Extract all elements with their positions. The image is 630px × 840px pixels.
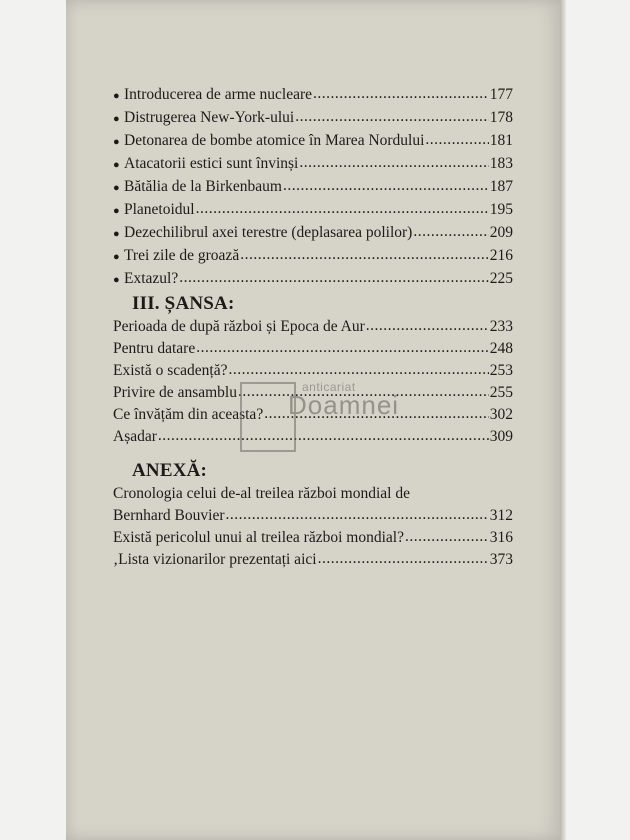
toc-entry <box>113 316 513 338</box>
toc-entry <box>113 527 513 549</box>
toc-entry-page: 216 <box>489 247 513 264</box>
toc-entry <box>113 83 513 106</box>
toc-entry-title: Ce învățăm din aceasta? <box>113 406 264 423</box>
toc-entry-page: 316 <box>489 529 513 546</box>
toc-entry-title: ‚Lista vizionarilor prezentați aici <box>113 551 317 568</box>
watermark-small-text: anticariat <box>302 380 356 394</box>
toc-entry <box>113 198 513 221</box>
toc-entry-page: 209 <box>489 224 513 241</box>
toc-entry-title: Privire de ansamblu <box>113 384 237 401</box>
bullet-icon: ● <box>113 251 120 263</box>
dot-leader <box>225 504 488 526</box>
dot-leader <box>405 526 489 548</box>
dot-leader <box>366 315 489 337</box>
toc-section-anexa <box>113 459 513 571</box>
bullet-icon: ● <box>113 274 120 286</box>
dot-leader <box>318 548 489 570</box>
toc-entry-page: 312 <box>489 507 513 524</box>
bullet-icon: ● <box>113 182 120 194</box>
watermark-big-text: Doamnei <box>288 390 400 420</box>
toc-entry <box>113 338 513 360</box>
toc-entry <box>113 549 513 571</box>
toc-entry-page: 253 <box>489 362 513 379</box>
bullet-icon: ● <box>113 90 120 102</box>
toc-entry-wrapped-line: Cronologia celui de-al treilea război mondial de <box>113 485 410 502</box>
watermark <box>234 380 404 470</box>
toc-entry-title: Pentru datare <box>113 340 196 357</box>
toc-entry-page: 183 <box>489 155 513 172</box>
dot-leader <box>228 359 488 381</box>
toc-entry-title: Planetoidul <box>124 201 195 218</box>
toc-entry <box>113 221 513 244</box>
bullet-icon: ● <box>113 205 120 217</box>
toc-entry-page: 181 <box>489 132 513 149</box>
dot-leader <box>240 243 489 266</box>
section-heading: III. ȘANSA: <box>132 293 235 314</box>
dot-leader <box>196 197 489 220</box>
toc-entry <box>113 175 513 198</box>
toc-entry <box>113 129 513 152</box>
toc-entry-title: Așadar <box>113 428 157 445</box>
toc-entry-title: Există o scadență? <box>113 362 228 379</box>
toc-entry-title: Atacatorii estici sunt învinși <box>124 155 299 172</box>
page-edge <box>560 0 566 840</box>
toc-entry <box>113 360 513 382</box>
bullet-icon: ● <box>113 113 120 125</box>
dot-leader <box>179 266 489 289</box>
toc-entry-page: 373 <box>489 551 513 568</box>
dot-leader <box>425 128 488 151</box>
toc-entry-title: Perioada de după război și Epoca de Aur <box>113 318 365 335</box>
toc-entry-page: 187 <box>489 178 513 195</box>
toc-entry-page: 195 <box>489 201 513 218</box>
dot-leader <box>196 337 489 359</box>
toc-entry <box>113 106 513 129</box>
toc-entry-page: 248 <box>489 340 513 357</box>
bullet-icon: ● <box>113 228 120 240</box>
dot-leader <box>295 105 489 128</box>
toc-entry-page: 225 <box>489 270 513 287</box>
dot-leader <box>283 174 489 197</box>
toc-entry-page: 309 <box>489 428 513 445</box>
toc-entry-page: 177 <box>489 86 513 103</box>
toc-section-bulleted <box>113 83 513 290</box>
toc-entry <box>113 267 513 290</box>
toc-entry-title: Extazul? <box>124 270 179 287</box>
toc-entry-title: Bătălia de la Birkenbaum <box>124 178 282 195</box>
toc-entry-title: Trei zile de groază <box>124 247 240 264</box>
dot-leader <box>413 220 488 243</box>
toc-entry <box>113 505 513 527</box>
toc-entry-page: 302 <box>489 406 513 423</box>
toc-entry <box>113 244 513 267</box>
toc-entry <box>113 152 513 175</box>
bullet-icon: ● <box>113 159 120 171</box>
section-heading: ANEXĂ: <box>132 460 208 481</box>
toc-entry-title: Detonarea de bombe atomice în Marea Nordului <box>124 132 425 149</box>
dot-leader <box>313 82 489 105</box>
toc-entry-page: 255 <box>489 384 513 401</box>
toc-entry-page: 233 <box>489 318 513 335</box>
toc-entry-title: Dezechilibrul axei terestre (deplasarea polilor) <box>124 224 413 241</box>
dot-leader <box>299 151 488 174</box>
toc-entry-title: Există pericolul unui al treilea război mondial? <box>113 529 404 546</box>
bullet-icon: ● <box>113 136 120 148</box>
toc-entry-title: Introducerea de arme nucleare <box>124 86 313 103</box>
toc-entry-page: 178 <box>489 109 513 126</box>
toc-entry-title: Distrugerea New-York-ului <box>124 109 295 126</box>
toc-entry-title: Bernhard Bouvier <box>113 507 225 524</box>
